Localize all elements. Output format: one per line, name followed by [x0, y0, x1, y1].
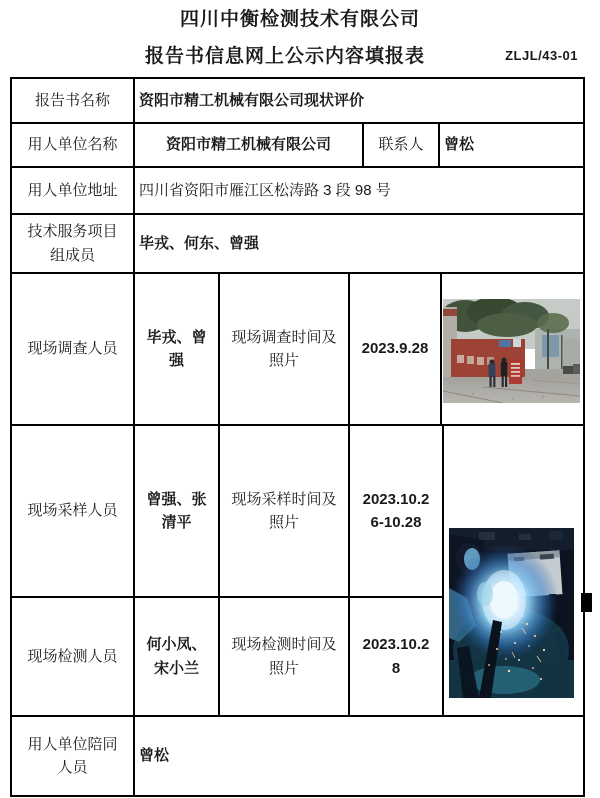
accompanying-row [12, 717, 583, 795]
survey-date: 2023.9.28 [350, 274, 442, 424]
scan-artifact-mark [581, 593, 592, 612]
employer-address-label: 用人单位地址 [12, 168, 135, 213]
form-code: ZLJL/43-01 [505, 48, 578, 63]
report-name-value: 资阳市精工机械有限公司现状评价 [139, 91, 365, 109]
project-team-value: 毕戎、何东、曾强 [139, 234, 260, 252]
sampling-detection-group [12, 426, 583, 717]
employer-address-value: 四川省资阳市雁江区松涛路 3 段 98 号 [139, 181, 391, 199]
survey-time-label: 现场调查时间及 照片 [220, 274, 350, 424]
form-title: 报告书信息网上公示内容填报表 [144, 46, 425, 67]
detection-label: 现场检测人员 [12, 598, 135, 715]
form-header [0, 0, 600, 77]
detection-time-label: 现场检测时间及 照片 [220, 598, 350, 715]
accompanying-value: 曾松 [139, 747, 170, 765]
accompanying-label: 用人单位陪同 人员 [12, 717, 135, 795]
site-sampling-row [12, 426, 442, 598]
employer-name-value: 资阳市精工机械有限公司 [135, 124, 364, 166]
employer-name-row [12, 124, 583, 168]
project-team-row [12, 215, 583, 274]
survey-photo-cell [442, 274, 583, 424]
sampling-time-label: 现场采样时间及 照片 [220, 426, 350, 596]
project-team-label: 技术服务项目 组成员 [12, 215, 135, 272]
survey-personnel: 毕戎、曾 强 [135, 274, 220, 424]
factory-entrance-photo [443, 299, 580, 403]
survey-label: 现场调查人员 [12, 274, 135, 424]
employer-address-row [12, 168, 583, 215]
report-info-table [10, 77, 585, 797]
report-name-row [12, 79, 583, 124]
sampling-personnel: 曾强、张 清平 [135, 426, 220, 596]
employer-name-label: 用人单位名称 [12, 124, 135, 166]
sampling-date: 2023.10.2 6-10.28 [362, 490, 430, 531]
site-detection-row [12, 598, 442, 715]
contact-value: 曾松 [444, 136, 475, 154]
sampling-detection-photo-cell [442, 426, 583, 715]
detection-personnel: 何小凤、 宋小兰 [135, 598, 220, 715]
company-title: 四川中衡检测技术有限公司 [179, 9, 420, 30]
welding-photo [449, 528, 574, 698]
detection-date: 2023.10.2 8 [362, 636, 430, 677]
report-name-label: 报告书名称 [12, 79, 135, 122]
site-survey-row [12, 274, 583, 426]
contact-label: 联系人 [364, 124, 440, 166]
sampling-label: 现场采样人员 [12, 426, 135, 596]
